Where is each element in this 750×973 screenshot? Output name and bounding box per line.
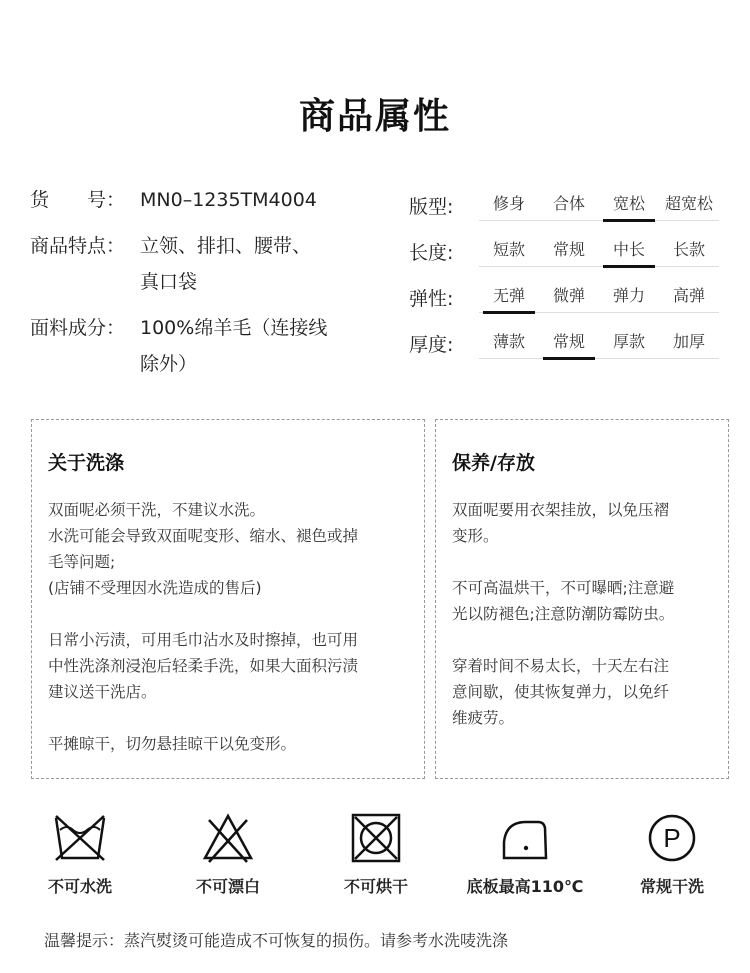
- attr-value-line: 100%绵羊毛（连接线: [140, 317, 328, 339]
- text-line: 维疲劳。: [452, 709, 515, 727]
- text-line: 变形。: [452, 527, 499, 545]
- attr-key: 货 号：: [30, 189, 126, 211]
- text-line: 双面呢要用衣架挂放，以免压褶: [452, 501, 670, 519]
- attr-key: 面料成分：: [30, 317, 126, 339]
- attr-value: [140, 310, 400, 382]
- care-paragraph: [452, 575, 712, 627]
- attr-value-line: 立领、排扣、腰带、: [140, 235, 312, 257]
- icon-label: 不可水洗: [47, 877, 112, 896]
- option: 微弹: [552, 286, 585, 305]
- icon-label: 常规干洗: [639, 877, 704, 896]
- option: 厚款: [612, 332, 645, 351]
- wash-box-title: 关于洗涤: [48, 452, 125, 474]
- care-box-title: 保养/存放: [452, 452, 535, 474]
- care-paragraph: [452, 497, 712, 549]
- text-line: 毛等问题;: [48, 553, 116, 571]
- text-line: 穿着时间不易太长，十天左右注: [452, 657, 670, 675]
- attr-value-line: 真口袋: [140, 271, 198, 293]
- attr-value-line: 除外）: [140, 353, 198, 375]
- opt-key: 长度:: [409, 241, 454, 264]
- care-icon-item: [153, 812, 303, 897]
- wash-instructions-box: [31, 419, 425, 779]
- attr-value: [140, 182, 400, 218]
- option: 常规: [552, 240, 585, 259]
- svg-text:P: P: [663, 823, 681, 853]
- opt-list: [479, 235, 719, 267]
- attr-row-thickness: [409, 320, 729, 366]
- option: 中长: [599, 235, 659, 266]
- text-line: 日常小污渍，可用毛巾沾水及时擦掉，也可用: [48, 631, 359, 649]
- icon-label: 底板最高110℃: [466, 877, 584, 896]
- no-wash-icon: [53, 812, 107, 864]
- wash-paragraph: [48, 627, 408, 705]
- opt-key: 弹性:: [409, 287, 454, 310]
- attr-row-material: [30, 310, 400, 382]
- care-paragraph: [452, 653, 712, 731]
- product-attributes-right: [409, 182, 729, 366]
- option: 合体: [552, 194, 585, 213]
- page-title: 商品属性: [298, 96, 451, 137]
- icon-label: 不可烘干: [343, 877, 408, 896]
- care-icon-item: [597, 812, 747, 897]
- product-attributes-left: [30, 182, 400, 392]
- option: 加厚: [672, 332, 705, 351]
- text-line: 不可高温烘干，不可曝晒;注意避: [452, 579, 675, 597]
- option: 修身: [492, 194, 525, 213]
- care-icon-item: [5, 812, 155, 897]
- opt-key: 厚度:: [409, 333, 454, 356]
- text-line: 意间歇，使其恢复弹力，以免纤: [452, 683, 670, 701]
- no-bleach-icon: [201, 812, 255, 864]
- dry-clean-p-icon: [645, 812, 699, 864]
- care-tip: 温馨提示：蒸汽熨烫可能造成不可恢复的损伤。请参考水洗唛洗涤: [44, 931, 509, 950]
- attr-row-elasticity: [409, 274, 729, 320]
- attr-value: [140, 228, 400, 300]
- opt-list: [479, 327, 719, 359]
- option: 常规: [539, 327, 599, 358]
- attr-row-length: [409, 228, 729, 274]
- option: 无弹: [479, 281, 539, 312]
- text-line: 平摊晾干，切勿悬挂晾干以免变形。: [48, 735, 297, 753]
- option: 薄款: [492, 332, 525, 351]
- wash-paragraph: [48, 497, 408, 601]
- option: 高弹: [672, 286, 705, 305]
- option: 超宽松: [664, 194, 713, 213]
- icon-label: 不可漂白: [195, 877, 260, 896]
- option: 宽松: [599, 189, 659, 220]
- care-icon-item: [301, 812, 451, 897]
- opt-list: [479, 189, 719, 221]
- text-line: 中性洗涤剂浸泡后轻柔手洗，如果大面积污渍: [48, 657, 359, 675]
- attr-value-line: MN0–1235TM4004: [140, 189, 317, 211]
- attr-row-features: [30, 228, 400, 300]
- text-line: 双面呢必须干洗，不建议水洗。: [48, 501, 266, 519]
- text-line: 水洗可能会导致双面呢变形、缩水、褪色或掉: [48, 527, 359, 545]
- care-storage-box: [435, 419, 729, 779]
- iron-110-icon: [498, 812, 552, 864]
- option: 长款: [672, 240, 705, 259]
- text-line: (店铺不受理因水洗造成的售后): [48, 579, 262, 597]
- attr-row-fit: [409, 182, 729, 228]
- opt-list: [479, 281, 719, 313]
- attr-key: 商品特点：: [30, 235, 126, 257]
- care-icon-item: [450, 812, 600, 897]
- text-line: 建议送干洗店。: [48, 683, 157, 701]
- no-tumble-dry-icon: [349, 812, 403, 864]
- wash-paragraph: [48, 731, 408, 757]
- text-line: 光以防褪色;注意防潮防霉防虫。: [452, 605, 675, 623]
- option: 短款: [492, 240, 525, 259]
- attr-row-sku: [30, 182, 400, 218]
- option: 弹力: [612, 286, 645, 305]
- opt-key: 版型:: [409, 195, 454, 218]
